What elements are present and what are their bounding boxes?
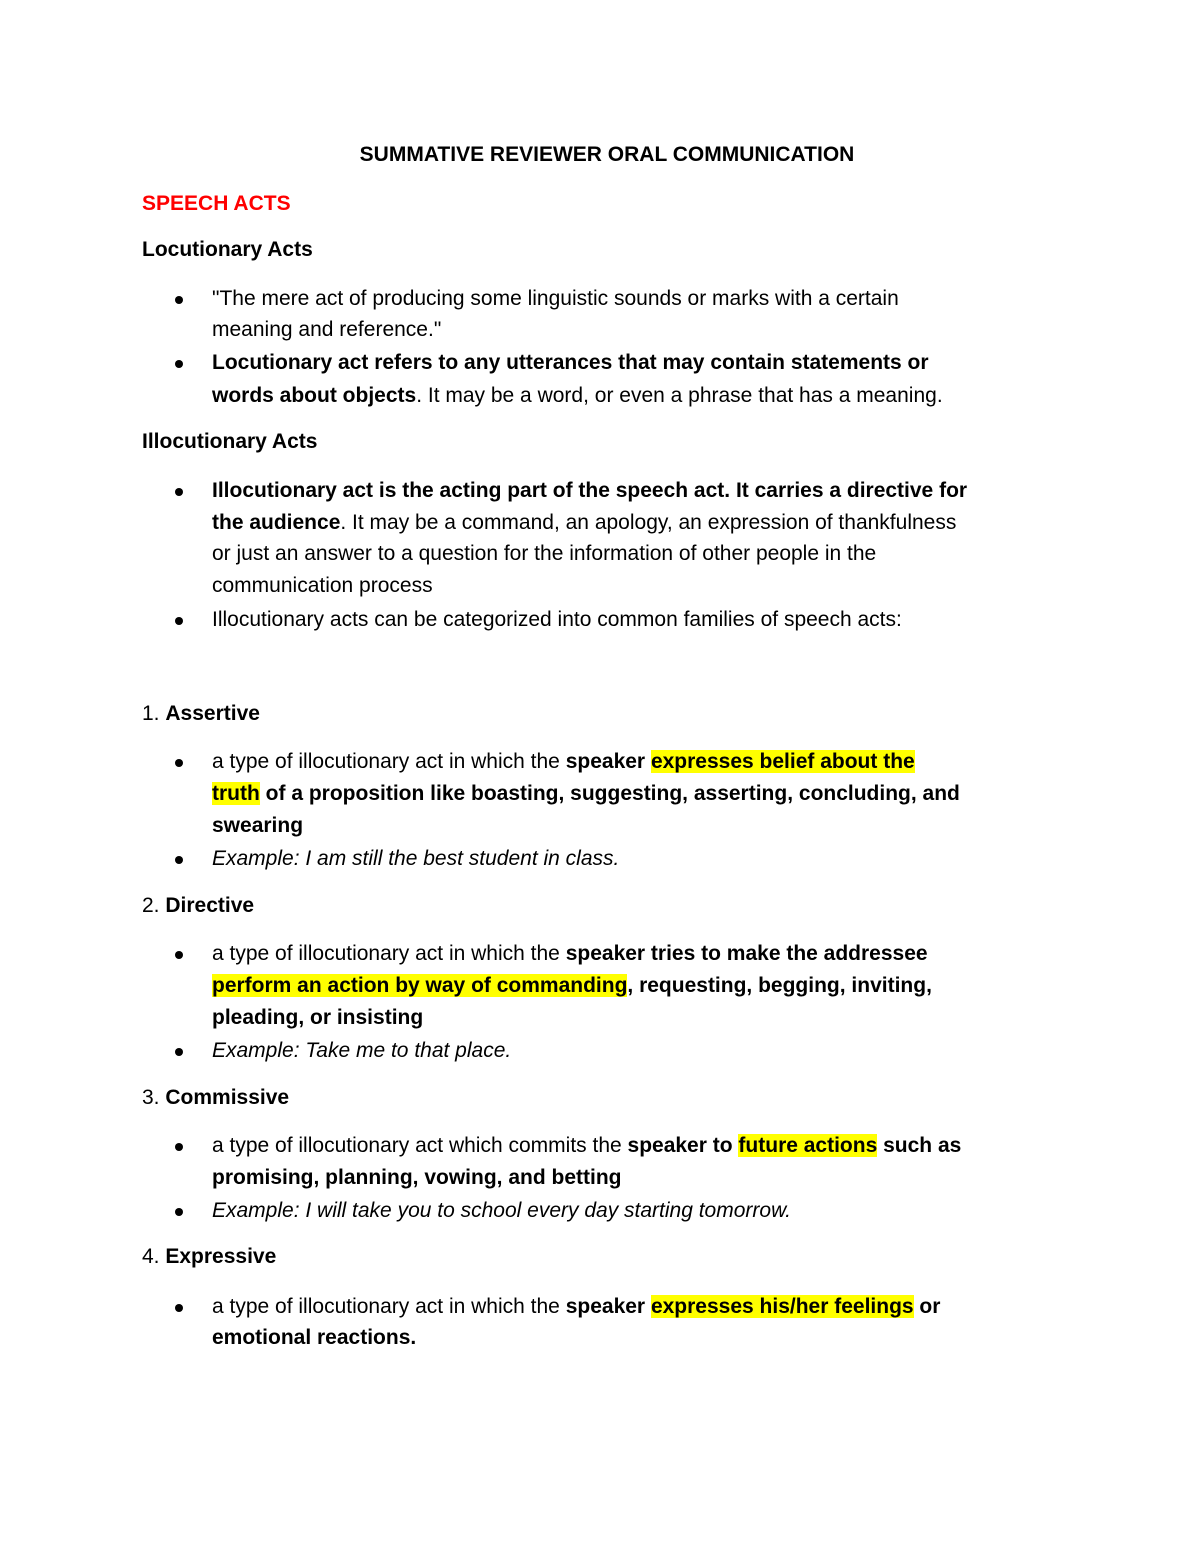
illocutionary-bullet-1-line-1: Illocutionary act is the acting part of the speech act. It carries a directive for xyxy=(212,479,968,502)
section-heading-speech-acts: SPEECH ACTS xyxy=(142,192,291,215)
subheading-locutionary: Locutionary Acts xyxy=(142,238,313,261)
illocutionary-bullet-1-line-4: communication process xyxy=(212,574,433,597)
highlight: future actions xyxy=(738,1134,878,1157)
bullet-icon xyxy=(175,488,183,496)
directive-line-3: pleading, or insisting xyxy=(212,1006,424,1029)
expressive-line-1: a type of illocutionary act in which the speaker expresses his/her feelings or xyxy=(212,1295,941,1318)
bullet-icon xyxy=(175,759,183,767)
directive-example: Example: Take me to that place. xyxy=(212,1039,512,1062)
assertive-example: Example: I am still the best student in class. xyxy=(212,847,620,870)
assertive-line-3: swearing xyxy=(212,814,304,837)
item-heading-commissive: 3. Commissive xyxy=(142,1086,290,1109)
subheading-illocutionary: Illocutionary Acts xyxy=(142,430,318,453)
locutionary-bullet-2-line-1: Locutionary act refers to any utterances that may contain statements or xyxy=(212,351,929,374)
item-heading-assertive: 1. Assertive xyxy=(142,702,260,725)
commissive-line-2: promising, planning, vowing, and betting xyxy=(212,1166,622,1189)
illocutionary-bullet-1-line-3: or just an answer to a question for the information of other people in the xyxy=(212,542,877,565)
commissive-line-1: a type of illocutionary act which commits the speaker to future actions such as xyxy=(212,1134,962,1157)
highlight: truth xyxy=(212,782,260,805)
highlight: expresses his/her feelings xyxy=(650,1295,914,1318)
illocutionary-bullet-2: Illocutionary acts can be categorized into common families of speech acts: xyxy=(212,608,902,631)
highlight: perform an action by way of commanding xyxy=(212,974,628,997)
highlight: expresses belief about the xyxy=(650,750,915,773)
bullet-icon xyxy=(175,1143,183,1151)
directive-line-1: a type of illocutionary act in which the speaker tries to make the addressee xyxy=(212,942,928,965)
directive-line-2: perform an action by way of commanding, requesting, begging, inviting, xyxy=(212,974,932,997)
commissive-example: Example: I will take you to school every day starting tomorrow. xyxy=(212,1199,791,1222)
illocutionary-bullet-1-line-2: the audience. It may be a command, an apology, an expression of thankfulness xyxy=(212,511,957,534)
bullet-icon xyxy=(175,617,183,625)
item-heading-directive: 2. Directive xyxy=(142,894,255,917)
bullet-icon xyxy=(175,360,183,368)
expressive-line-2: emotional reactions. xyxy=(212,1326,417,1349)
assertive-line-1: a type of illocutionary act in which the speaker expresses belief about the xyxy=(212,750,915,773)
item-heading-expressive: 4. Expressive xyxy=(142,1245,277,1268)
locutionary-bullet-1-line-2: meaning and reference." xyxy=(212,318,442,341)
bullet-icon xyxy=(175,951,183,959)
assertive-line-2: truth of a proposition like boasting, suggesting, asserting, concluding, and xyxy=(212,782,960,805)
locutionary-bullet-1-line-1: "The mere act of producing some linguistic sounds or marks with a certain xyxy=(212,287,899,310)
bullet-icon xyxy=(175,296,183,304)
locutionary-bullet-2-line-2: words about objects. It may be a word, or even a phrase that has a meaning. xyxy=(212,384,943,407)
bullet-icon xyxy=(175,1048,183,1056)
bullet-icon xyxy=(175,1208,183,1216)
bullet-icon xyxy=(175,1304,183,1312)
document-title: SUMMATIVE REVIEWER ORAL COMMUNICATION xyxy=(359,143,855,166)
bullet-icon xyxy=(175,856,183,864)
